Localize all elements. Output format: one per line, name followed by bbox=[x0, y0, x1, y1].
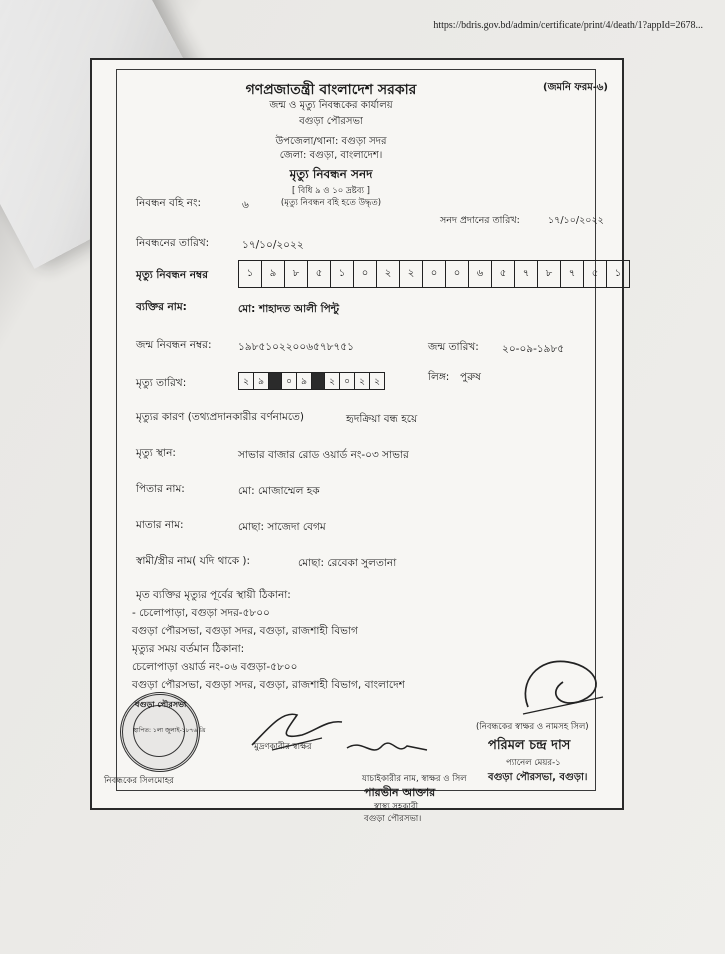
reg-digit: ৫ bbox=[492, 261, 515, 287]
date-digit: ২ bbox=[355, 373, 370, 389]
upazila: উপজেলা/থানা: বগুড়া সদর bbox=[275, 136, 387, 147]
verifier-title: স্বাস্থ্য সহকারী bbox=[374, 802, 419, 812]
place-value: সাভার বাজার রোড ওয়ার্ড নং-০৩ সাভার bbox=[238, 449, 409, 461]
date-digit: ২ bbox=[325, 373, 340, 389]
registration-date-value: ১৭/১০/২০২২ bbox=[242, 239, 304, 251]
issue-date-value: ১৭/১০/২০২২ bbox=[548, 215, 604, 226]
cause-value: হৃদক্রিয়া বন্ধ হয়ে bbox=[346, 413, 418, 425]
reg-digit: ২ bbox=[377, 261, 400, 287]
print-url: https://bdris.gov.bd/admin/certificate/print/4/death/1?appId=2678... bbox=[433, 20, 703, 31]
pourashava-name: বগুড়া পৌরসভা bbox=[299, 116, 363, 127]
place-label: মৃত্যু স্থান: bbox=[136, 447, 176, 459]
reg-digit: ০ bbox=[423, 261, 446, 287]
present-address-label: মৃত্যুর সময় বর্তমান ঠিকানা: bbox=[132, 643, 245, 655]
birth-reg-no-label: জন্ম নিবন্ধন নম্বর: bbox=[136, 339, 212, 351]
reg-digit: ২ bbox=[400, 261, 423, 287]
birth-date-value: ২০-০৯-১৯৮৫ bbox=[502, 343, 565, 355]
mother-label: মাতার নাম: bbox=[136, 519, 184, 531]
verifier-signature bbox=[342, 728, 442, 768]
present-address-line1: চেলোপাড়া ওয়ার্ড নং-০৬ বগুড়া-৫৮০০ bbox=[132, 661, 298, 673]
name-label: ব্যক্তির নাম: bbox=[136, 301, 187, 313]
verifier-name: পারভীন আক্তার bbox=[364, 786, 436, 799]
death-date-boxes bbox=[238, 372, 385, 390]
reg-digit: ৭ bbox=[515, 261, 538, 287]
seal-text: বগুড়া পৌরসভা bbox=[135, 700, 187, 709]
date-separator bbox=[312, 373, 325, 389]
father-label: পিতার নাম: bbox=[136, 483, 185, 495]
date-digit: ০ bbox=[282, 373, 297, 389]
registrar-signature bbox=[508, 652, 618, 722]
reg-digit: ১ bbox=[239, 261, 262, 287]
registrar-office: বগুড়া পৌরসভা, বগুড়া। bbox=[488, 772, 588, 783]
reg-digit: ৫ bbox=[584, 261, 607, 287]
reg-digit: ৬ bbox=[469, 261, 492, 287]
register-book-label: নিবন্ধন বহি নং: bbox=[136, 197, 202, 209]
seal-label: নিবন্ধকের সিলমোহর bbox=[104, 776, 174, 786]
preparer-label: মুদ্রণকারীর স্বাক্ষর bbox=[254, 742, 312, 752]
date-digit: ২ bbox=[239, 373, 254, 389]
certificate-title: মৃত্যু নিবন্ধন সনদ bbox=[289, 167, 373, 181]
rule-ref: [ বিধি ৯ ও ১০ দ্রষ্টব্য ] bbox=[292, 186, 370, 196]
reg-digit: ১ bbox=[614, 267, 622, 279]
date-digit: ০ bbox=[340, 373, 355, 389]
birth-date-label: জন্ম তারিখ: bbox=[428, 341, 479, 353]
date-digit: ২ bbox=[374, 376, 380, 387]
permanent-address-line1: - চেলোপাড়া, বগুড়া সদর-৫৮০০ bbox=[132, 607, 270, 619]
date-separator bbox=[269, 373, 282, 389]
registrar-name: পরিমল চন্দ্র দাস bbox=[488, 738, 571, 753]
gov-title: গণপ্রজাতন্ত্রী বাংলাদেশ সরকার bbox=[245, 82, 417, 98]
present-address-line2: বগুড়া পৌরসভা, বগুড়া সদর, বগুড়া, রাজশাহী বিভাগ, বাংলাদেশ bbox=[132, 679, 405, 691]
verifier-office: বগুড়া পৌরসভা। bbox=[364, 814, 422, 824]
reg-digit: ৭ bbox=[561, 261, 584, 287]
death-reg-no-label: মৃত্যু নিবন্ধন নম্বর bbox=[136, 269, 208, 281]
source-ref: (মৃত্যু নিবন্ধন বহি হতে উদ্ধৃত) bbox=[280, 198, 382, 208]
birth-reg-no-value: ১৯৮৫১০২২০০৬৫৭৮৭৫১ bbox=[238, 341, 354, 353]
registrar-title: প্যানেল মেয়র-১ bbox=[506, 758, 561, 768]
cause-label: মৃত্যুর কারণ (তথ্যপ্রদানকারীর বর্ণনামতে) bbox=[136, 411, 305, 423]
pourashava-seal bbox=[120, 692, 206, 772]
reg-digit: ১ bbox=[331, 261, 354, 287]
death-reg-no-boxes bbox=[238, 260, 630, 288]
issue-date-label: সনদ প্রদানের তারিখ: bbox=[440, 215, 520, 226]
date-digit: ৯ bbox=[297, 373, 312, 389]
reg-digit: ৫ bbox=[308, 261, 331, 287]
reg-digit: ৯ bbox=[262, 261, 285, 287]
permanent-address-label: মৃত ব্যক্তির মৃত্যুর পূর্বের স্থায়ী ঠিকানা: bbox=[136, 589, 291, 601]
mother-value: মোছা: সাজেদা বেগম bbox=[238, 521, 326, 533]
registrar-label: (নিবন্ধকের স্বাক্ষর ও নামসহ সিল) bbox=[476, 722, 589, 732]
date-digit: ৯ bbox=[254, 373, 269, 389]
verifier-label: যাচাইকারীর নাম, স্বাক্ষর ও সিল bbox=[362, 774, 467, 784]
registration-date-label: নিবন্ধনের তারিখ: bbox=[136, 237, 210, 249]
reg-digit: ০ bbox=[354, 261, 377, 287]
form-number: (জমনি ফরম-৬) bbox=[543, 82, 608, 93]
office-name: জন্ম ও মৃত্যু নিবন্ধকের কার্যালয় bbox=[269, 100, 393, 111]
sex-value: পুরুষ bbox=[460, 371, 481, 383]
death-certificate bbox=[90, 58, 624, 824]
name-value: মো: শাহাদত আলী পিন্টু bbox=[238, 303, 339, 315]
reg-digit: ৮ bbox=[285, 261, 308, 287]
death-date-label: মৃত্যু তারিখ: bbox=[136, 377, 187, 389]
permanent-address-line2: বগুড়া পৌরসভা, বগুড়া সদর, বগুড়া, রাজশাহী বিভাগ bbox=[132, 625, 358, 637]
register-book-value: ৬ bbox=[242, 199, 249, 211]
seal-subtext: স্থাপিত: ১লা জুলাই-১৮৭৬ খ্রি bbox=[133, 727, 206, 734]
father-value: মো: মোজাম্মেল হক bbox=[238, 485, 320, 497]
sex-label: লিঙ্গ: bbox=[428, 371, 450, 383]
spouse-value: মোছা: রেবেকা সুলতানা bbox=[298, 557, 397, 569]
district: জেলা: বগুড়া, বাংলাদেশ। bbox=[279, 150, 383, 161]
spouse-label: স্বামী/স্ত্রীর নাম( যদি থাকে ): bbox=[136, 555, 251, 567]
reg-digit: ৮ bbox=[538, 261, 561, 287]
reg-digit: ০ bbox=[446, 261, 469, 287]
